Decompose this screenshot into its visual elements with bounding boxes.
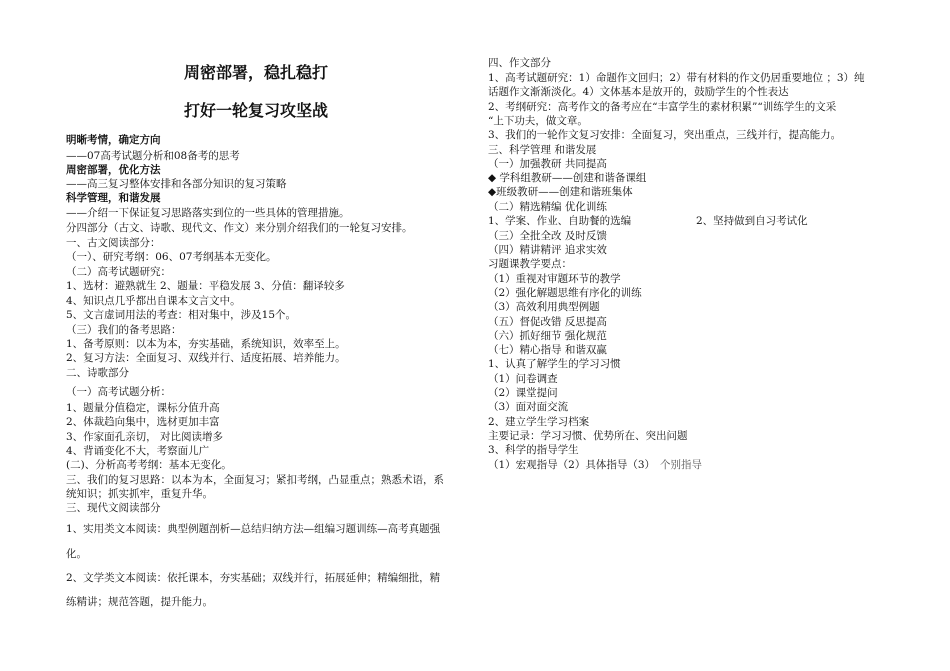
text-line: 1、学案、作业、自助餐的选编 [488, 215, 632, 227]
text-line: 四、作文部分 [488, 57, 551, 69]
text-line: 2、文学类文本阅读：依托课本，夯实基础；双线并行，拓展延伸；精编细批，精 [66, 572, 441, 584]
text-line: （二）精选精编 优化训练 [488, 201, 607, 213]
text-line: （1）重视对审题环节的教学 [488, 273, 621, 285]
text-line: 5、文言虚词用法的考查：相对集中，涉及15个。 [66, 309, 297, 321]
text-line: （四）精讲精评 追求实效 [488, 244, 607, 256]
text-line: 2、建立学生学习档案 [488, 416, 590, 428]
subtitle-line: ——高三复习整体安排和各部分知识的复习策略 [66, 178, 287, 190]
text-line: 一、古文阅读部分： [66, 237, 161, 249]
text-line: 化。 [66, 548, 87, 560]
text-line: （六）抓好细节 强化规范 [488, 330, 607, 342]
text-line: 三、科学管理 和谐发展 [488, 144, 597, 156]
text-line: 分四部分（古文、诗歌、现代文、作文）来分别介绍我们的一轮复习安排。 [66, 222, 413, 234]
text-line: （1）问卷调查 [488, 373, 558, 385]
text-line: 1、备考原则：以本为本，夯实基础，系统知识，效率至上。 [66, 338, 346, 350]
text-line: (二)、分析高考考纲：基本无变化。 [66, 459, 232, 471]
text-line: （一）、研究考纲：06、07考纲基本无变化。 [66, 251, 277, 263]
text-line: （3）面对面交流 [488, 401, 569, 413]
text-line: （七）精心指导 和谐双赢 [488, 344, 607, 356]
title-line-1: 周密部署，稳扎稳打 [184, 63, 329, 82]
text-line: （2）课堂提问 [488, 387, 558, 399]
text-line: 3、科学的指导学生 [488, 444, 579, 456]
text-line: 1、高考试题研究：1）命题作文回归；2）带有材料的作文仍居重要地位 ；3）纯 [488, 72, 865, 84]
text-line: ◆班级教研——创建和谐班集体 [488, 186, 633, 198]
subtitle-line: ——介绍一下保证复习思路落实到位的一些具体的管理措施。 [66, 207, 350, 219]
text-line: （三）我们的备考思路： [66, 324, 182, 336]
text-line: （二）高考试题研究： [66, 266, 171, 278]
section-heading: 明晰考情，确定方向 [66, 134, 161, 146]
section-heading: 科学管理，和谐发展 [66, 192, 161, 204]
text-line: 三、现代文阅读部分 [66, 502, 161, 514]
text-line: “上下功夫，做文章。 [488, 115, 588, 127]
text-line: 2、复习方法：全面复习、双线并行、适度拓展、培养能力。 [66, 352, 346, 364]
text-line: （一）加强教研 共同提高 [488, 158, 607, 170]
text-line: 2、坚持做到自习考试化 [696, 215, 808, 227]
text-line-gray: 个别指导 [660, 459, 702, 471]
text-line: 1、实用类文本阅读：典型例题剖析—总结归纳方法—组编习题训练—高考真题强 [66, 523, 441, 535]
text-line: 练精讲；规范答题，提升能力。 [66, 596, 213, 608]
title-line-2: 打好一轮复习攻坚战 [184, 101, 329, 120]
text-line: ◆ 学科组教研——创建和谐备课组 [488, 172, 647, 184]
text-line: 2、考纲研究：高考作文的备考应在“丰富学生的素材积累”“训练学生的文采 [488, 101, 837, 113]
text-line: （五）督促改错 反思提高 [488, 316, 607, 328]
text-line: 2、体裁趋向集中，选材更加丰富 [66, 416, 220, 428]
text-line: 二、诗歌部分 [66, 367, 129, 379]
text-line: 1、题量分值稳定，课标分值升高 [66, 402, 220, 414]
text-line: 4、背诵变化不大，考察面儿广 [66, 445, 210, 457]
text-line: （2）强化解题思维有序化的训练 [488, 287, 642, 299]
section-heading: 周密部署，优化方法 [66, 164, 161, 176]
text-line: 3、我们的一轮作文复习安排：全面复习，突出重点，三线并行，提高能力。 [488, 129, 842, 141]
subtitle-line: ——07高考试题分析和08备考的思考 [66, 150, 240, 162]
text-line: （3）高效利用典型例题 [488, 301, 600, 313]
text-line: （1）宏观指导（2）具体指导（3） [488, 459, 656, 471]
text-line: 1、认真了解学生的学习习惯 [488, 358, 621, 370]
text-line: 4、知识点几乎都出自课本文言文中。 [66, 295, 241, 307]
text-line: 统知识；抓实抓牢，重复升华。 [66, 488, 213, 500]
text-line: 习题课教学要点： [488, 258, 572, 270]
text-line: 3、作家面孔亲切， 对比阅读增多 [66, 431, 224, 443]
text-line: （一）高考试题分析： [66, 386, 171, 398]
text-line: 1、选材：避熟就生 2、题量：平稳发展 3、分值：翻译较多 [66, 280, 345, 292]
text-line: 话题作文渐渐淡化。4）文体基本是放开的，鼓励学生的个性表达 [488, 86, 789, 98]
text-line: 三、我们的复习思路：以本为本，全面复习；紧扣考纲，凸显重点；熟悉术语，系 [66, 474, 444, 486]
text-line: （三）全批全改 及时反馈 [488, 230, 607, 242]
text-line: 主要记录：学习习惯、优势所在、突出问题 [488, 430, 688, 442]
